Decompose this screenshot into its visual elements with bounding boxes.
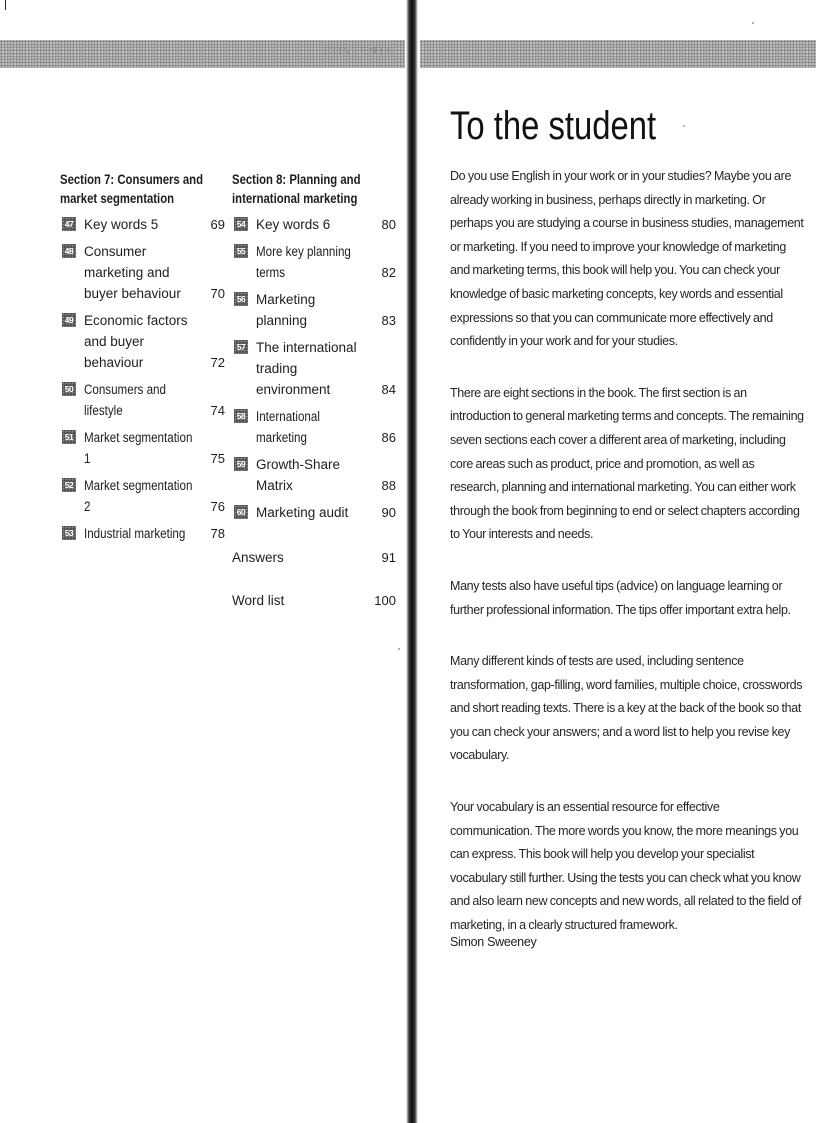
toc-item-label: More key planning terms [256,244,351,280]
unit-number-badge: 51 [62,430,76,444]
toc-item-label: Marketing planning [256,292,316,328]
header-band-left [0,40,405,68]
book-gutter [406,0,418,1123]
toc-item-page: 76 [210,499,225,514]
header-band-right [420,40,816,68]
unit-number-badge: 49 [62,313,76,327]
scan-speck [398,648,400,650]
unit-number-badge: 58 [234,409,248,423]
unit-number-badge: 48 [62,244,76,258]
toc-item-page: 83 [381,313,396,328]
unit-number-badge: 47 [62,217,76,231]
unit-number-badge: 57 [234,340,248,354]
toc-item-page: 86 [381,430,396,445]
running-head: CONTENTS [324,46,395,57]
intro-paragraph: Many tests also have useful tips (advice) on language learning or further professional information. The tips offer important extra help. [450,578,791,617]
toc-word-list-page: 100 [374,593,396,608]
toc-item-page: 70 [210,286,225,301]
toc-item [60,214,225,235]
toc-item [60,523,225,544]
toc-item [232,289,396,331]
toc-item-label: International marketing [256,409,320,445]
toc-item [232,454,396,496]
toc-item-label: Market segmentation 2 [84,478,193,514]
scan-speck [683,125,685,127]
toc-answers [232,547,396,568]
toc-item-page: 78 [210,526,225,541]
toc-item-page: 82 [381,265,396,280]
toc-item-page: 72 [210,355,225,370]
toc-item [60,475,225,517]
intro-paragraph: Many different kinds of tests are used, including sentence transformation, gap-filling, word families, multiple choice, crosswords and short reading texts. There is a key at the back of the book so that you can check your answers; and a word list to help you revise key vocabulary. [450,654,803,763]
toc-item [232,214,396,235]
toc-item-page: 75 [210,451,225,466]
toc-section-8 [232,170,396,611]
toc-item-label: The international trading environment [256,340,357,397]
unit-number-badge: 59 [234,457,248,471]
toc-section-7 [60,170,225,550]
toc-item-label: Key words 5 [84,217,159,232]
toc-item-label: Market segmentation 1 [84,430,193,466]
toc-item-label: Marketing audit [256,505,349,520]
toc-word-list [232,590,396,611]
intro-paragraph: Do you use English in your work or in your studies? Maybe you are already working in business, perhaps directly in marketing. Or perhaps you are studying a course in business studies, management or marketing. If you need to improve your knowledge of marketing and marketing terms, this book will help you. You can check your knowledge of basic marketing concepts, key words and essential expressions so that you can communicate more effectively and confidently in your work and for your studies. [450,169,804,349]
toc-item-page: 84 [381,382,396,397]
author-signature: Simon Sweeney [450,935,537,949]
unit-number-badge: 60 [234,505,248,519]
unit-number-badge: 53 [62,526,76,540]
intro-paragraph: There are eight sections in the book. The first section is an introduction to general marketing terms and concepts. The remaining seven sections each cover a different area of marketing, including core areas such as product, price and promotion, as well as research, planning and international marketing. You can either work through the book from beginning to end or select chapters according to Your interests and needs. [450,385,804,542]
section-7-title: Section 7: Consumers and market segmentation [60,172,204,206]
toc-item [60,310,225,373]
toc-answers-page: 91 [381,550,396,565]
crop-mark [5,0,6,10]
toc-item-label: Economic factors and buyer behaviour [84,313,188,370]
toc-item-page: 80 [381,217,396,232]
toc-item [232,406,396,448]
intro-paragraph: Your vocabulary is an essential resource for effective communication. The more words you know, the more meanings you can express. This book will help you develop your specialist vocabulary still further. Using the tests you can check what you know and also learn new concepts and new words, all related to the field of marketing, in a clearly structured framework. [450,800,802,933]
unit-number-badge: 50 [62,382,76,396]
unit-number-badge: 52 [62,478,76,492]
toc-item [232,241,396,283]
toc-item [60,379,225,421]
toc-answers-label: Answers [232,550,284,565]
intro-text [450,165,804,966]
toc-item [60,427,225,469]
unit-number-badge: 55 [234,244,248,258]
toc-item-page: 74 [210,403,225,418]
toc-item-label: Consumer marketing and buyer behaviour [84,244,181,301]
unit-number-badge: 54 [234,217,248,231]
page-title: To the student [450,104,657,148]
toc-item [232,337,396,400]
unit-number-badge: 56 [234,292,248,306]
section-8-title: Section 8: Planning and international marketing [232,172,361,206]
scan-speck [752,22,754,24]
toc-item-label: Growth-Share Matrix [256,457,341,493]
toc-item-label: Consumers and lifestyle [84,382,166,418]
toc-item-page: 69 [210,217,225,232]
toc-item [232,502,396,523]
toc-item-page: 88 [381,478,396,493]
toc-item-page: 90 [381,505,396,520]
toc-item [60,241,225,304]
toc-word-list-label: Word list [232,593,285,608]
toc-item-label: Key words 6 [256,217,331,232]
toc-item-label: Industrial marketing [84,526,186,541]
